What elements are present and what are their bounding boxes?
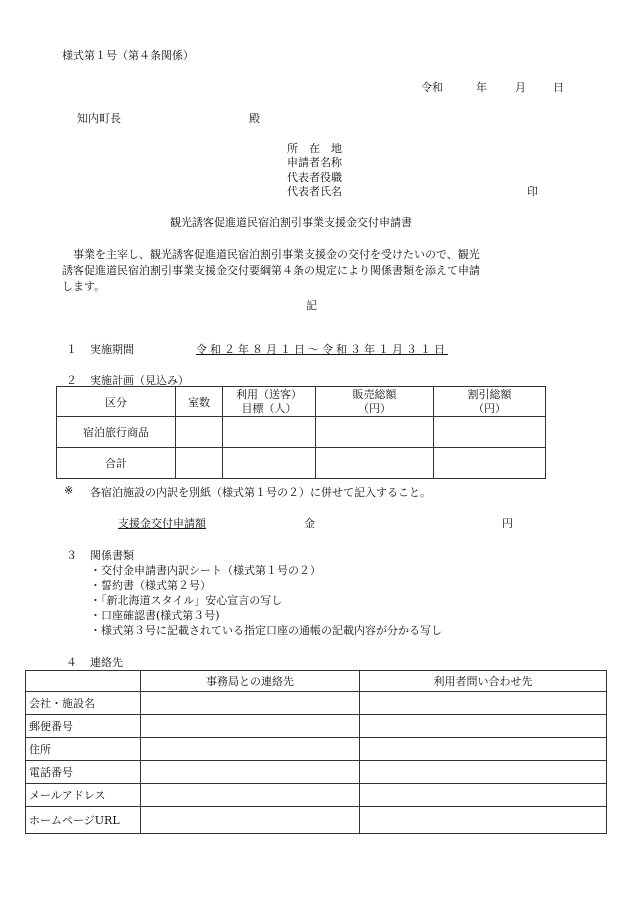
contact-header-office: 事務局との連絡先 [141, 671, 360, 692]
date-year: 年 [476, 81, 487, 94]
addressee-name: 知内町長 [77, 112, 121, 125]
plan-cell-sales[interactable] [316, 417, 434, 448]
date-month: 月 [515, 81, 526, 94]
contact-row-label: 郵便番号 [26, 715, 141, 738]
grant-yen: 円 [502, 517, 513, 530]
contact-row [26, 715, 607, 738]
note-mark: ※ [64, 484, 74, 497]
contact-cell-user[interactable] [360, 692, 607, 715]
plan-header-rooms: 室数 [176, 387, 223, 417]
date-era: 令和 [421, 81, 443, 94]
contact-cell-office[interactable] [141, 784, 360, 807]
document-title: 観光誘客促進道民宿泊割引事業支援金交付申請書 [170, 216, 412, 229]
contact-table-header-row [26, 671, 607, 692]
grant-amount-line [118, 515, 513, 531]
ki-label: 記 [306, 299, 317, 312]
applicant-name-label: 申請者名称 [287, 156, 342, 169]
plan-note: 各宿泊施設の内訳を別紙（様式第１号の２）に併せて記入すること。 [90, 486, 431, 499]
plan-header-category: 区分 [57, 387, 176, 417]
plan-cell-rooms[interactable] [176, 417, 223, 448]
body-line-2: 誘客促進道民宿泊割引事業支援金交付要綱第４条の規定により関係書類を添えて申請 [62, 264, 480, 277]
date-day: 日 [553, 81, 564, 94]
form-number: 様式第１号（第４条関係） [62, 49, 194, 62]
contact-cell-user[interactable] [360, 807, 607, 834]
applicant-address-label: 所 在 地 [287, 142, 342, 155]
document-list-item: ・様式第３号に記載されている指定口座の通帳の記載内容が分かる写し [90, 624, 442, 637]
contact-cell-office[interactable] [141, 692, 360, 715]
contact-row-label: ホームページURL [26, 807, 141, 834]
plan-cell-sales[interactable] [316, 448, 434, 479]
contact-header-user: 利用者問い合わせ先 [360, 671, 607, 692]
contact-row [26, 784, 607, 807]
document-list-item: ・「新北海道スタイル」安心宣言の写し [90, 594, 283, 607]
implementation-period: 令和２年８月１日～令和３年１月３１日 [196, 343, 448, 356]
document-list-item: ・誓約書（様式第２号） [90, 579, 211, 592]
body-line-1: 事業を主宰し、観光誘客促進道民宿泊割引事業支援金の交付を受けたいので、観光 [73, 248, 480, 261]
plan-table-row [57, 417, 546, 448]
plan-row-category: 合計 [57, 448, 176, 479]
contact-cell-office[interactable] [141, 715, 360, 738]
plan-cell-rooms[interactable] [176, 448, 223, 479]
contact-header-blank [26, 671, 141, 692]
contact-cell-office[interactable] [141, 761, 360, 784]
plan-header-discount: 割引総額 （円） [434, 387, 546, 417]
grant-kin: 金 [304, 517, 315, 530]
contact-row [26, 692, 607, 715]
section4-label: 連絡先 [90, 656, 123, 669]
plan-header-target: 利用（送客） 目標（人） [223, 387, 316, 417]
contact-row [26, 761, 607, 784]
document-list-item: ・交付金申請書内訳シート（様式第１号の２） [90, 564, 321, 577]
plan-header-sales: 販売総額 （円） [316, 387, 434, 417]
plan-cell-target[interactable] [223, 448, 316, 479]
document-list-item: ・口座確認書(様式第３号) [90, 609, 220, 622]
section1-number: １ [66, 343, 77, 356]
section2-label: 実施計画（見込み） [90, 374, 189, 387]
plan-cell-target[interactable] [223, 417, 316, 448]
plan-table [56, 386, 546, 479]
contact-cell-user[interactable] [360, 761, 607, 784]
section2-number: ２ [66, 374, 77, 387]
section4-number: ４ [66, 656, 77, 669]
plan-table-row [57, 448, 546, 479]
grant-label: 支援金交付申請額 [118, 517, 206, 530]
contact-cell-office[interactable] [141, 738, 360, 761]
addressee-honorific: 殿 [249, 112, 260, 125]
plan-cell-discount[interactable] [434, 417, 546, 448]
contact-table [25, 670, 607, 834]
applicant-rep-title-label: 代表者役職 [287, 171, 342, 184]
seal-mark: 印 [527, 185, 538, 198]
contact-row-label: 会社・施設名 [26, 692, 141, 715]
contact-cell-office[interactable] [141, 807, 360, 834]
contact-cell-user[interactable] [360, 784, 607, 807]
plan-table-header-row [57, 387, 546, 417]
applicant-rep-name-label: 代表者氏名 [287, 185, 342, 198]
section3-number: ３ [66, 549, 77, 562]
plan-cell-discount[interactable] [434, 448, 546, 479]
contact-row-label: 住所 [26, 738, 141, 761]
contact-cell-user[interactable] [360, 715, 607, 738]
plan-row-category: 宿泊旅行商品 [57, 417, 176, 448]
contact-row [26, 807, 607, 834]
body-line-3: します。 [62, 280, 106, 293]
contact-row [26, 738, 607, 761]
contact-row-label: メールアドレス [26, 784, 141, 807]
section3-label: 関係書類 [90, 549, 134, 562]
contact-cell-user[interactable] [360, 738, 607, 761]
section1-label: 実施期間 [90, 343, 134, 356]
contact-row-label: 電話番号 [26, 761, 141, 784]
